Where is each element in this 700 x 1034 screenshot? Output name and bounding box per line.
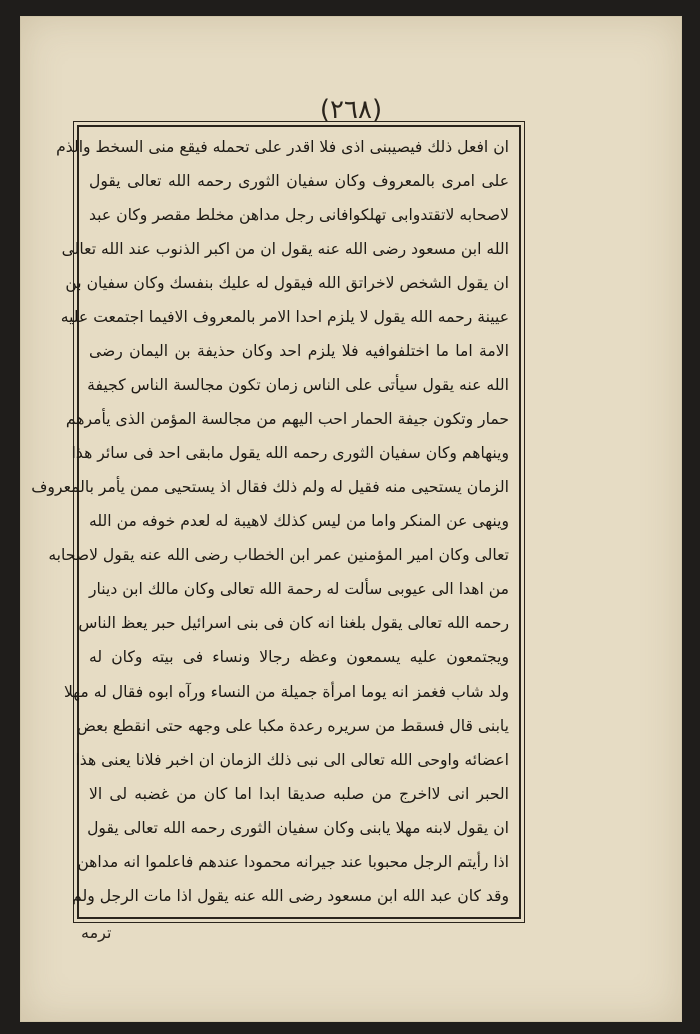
text-line: ان يقول لابنه مهلا يابنى وكان سفيان الثورى رحمه الله تعالى يقول (87, 818, 509, 837)
text-line: الله ابن مسعود رضى الله عنه يقول ان من اكبر الذنوب عند الله تعالى (61, 240, 509, 259)
text-line: الزمان يستحيى منه فقيل له ولم ذلك فقال اذ يستحيى ممن يأمر بالمعروف (31, 478, 509, 497)
text-line: لاصحابه لاتقتدوابى تهلكوافانى رجل مداهن مخلط مقصر وكان عبد (89, 206, 509, 225)
text-line: وينهاهم وكان سفيان الثورى رحمه الله يقول مابقى احد فى سائر هذا (71, 444, 509, 463)
text-line: اعضائه واوحى الله تعالى الى نبى ذلك الزمان ان اخبر فلانا يعنى هذا (75, 750, 509, 769)
book-page (20, 16, 682, 1022)
text-line: ولد شاب فغمز انه يوما امرأة جميلة من النساء ورآه ابوه فقال له مهلا (63, 682, 509, 701)
text-line: عيينة رحمه الله يقول لا يلزم احدا الامر بالمعروف الافيما اجتمعت عليه (60, 308, 509, 327)
text-line: حمار وتكون جيفة الحمار احب اليهم من مجالسة المؤمن الذى يأمرهم (65, 410, 509, 429)
text-line: اذا رأيتم الرجل محبوبا عند جيرانه محمودا عندهم فاعلموا انه مداهن (77, 852, 509, 871)
text-line: تعالى وكان امير المؤمنين عمر ابن الخطاب رضى الله عنه يقول لاصحابه (48, 546, 509, 565)
page-number: (٢٦٨) (319, 95, 383, 125)
text-line: ان افعل ذلك فيصيبنى اذى فلا اقدر على تحمله فيقع منى السخط والذم (56, 138, 509, 156)
text-line: على امرى بالمعروف وكان سفيان الثورى رحمه الله تعالى يقول (89, 172, 509, 191)
text-line: من اهدا الى عيوبى سألت له رحمة الله تعالى وكان مالك ابن دينار (89, 580, 509, 599)
text-line: يابنى قال فسقط من سريره رعدة مكبا على وجهه حتى انقطع بعض (76, 716, 509, 735)
text-line: وينهى عن المنكر واما من ليس كذلك لاهيبة له لعدم خوفه من الله (89, 512, 509, 531)
text-line: رحمه الله تعالى يقول بلغنا انه كان فى بنى اسرائيل حبر يعظ الناس (78, 614, 509, 633)
text-line: ان يقول الشخص لاخراتق الله فيقول له عليك بنفسك وكان سفيان بن (65, 274, 509, 293)
text-line: وقد كان عبد الله ابن مسعود رضى الله عنه يقول اذا مات الرجل ولم (72, 886, 509, 905)
text-block (31, 135, 509, 909)
text-line: الحبر انى لااخرج من صلبه صديقا ابدا اما كان من غضبه لى الا (89, 784, 509, 803)
text-line: الامة اما ما اختلفوافيه فلا يلزم احد وكان حذيفة بن اليمان رضى (89, 342, 509, 361)
text-frame (31, 125, 521, 919)
catchword: ترمه (81, 923, 112, 942)
text-line: الله عنه يقول سيأتى على الناس زمان تكون مجالسة الناس كجيفة (87, 376, 509, 395)
text-line: ويجتمعون عليه يسمعون وعظه رجالا ونساء فى بيته وكان له (89, 648, 509, 667)
